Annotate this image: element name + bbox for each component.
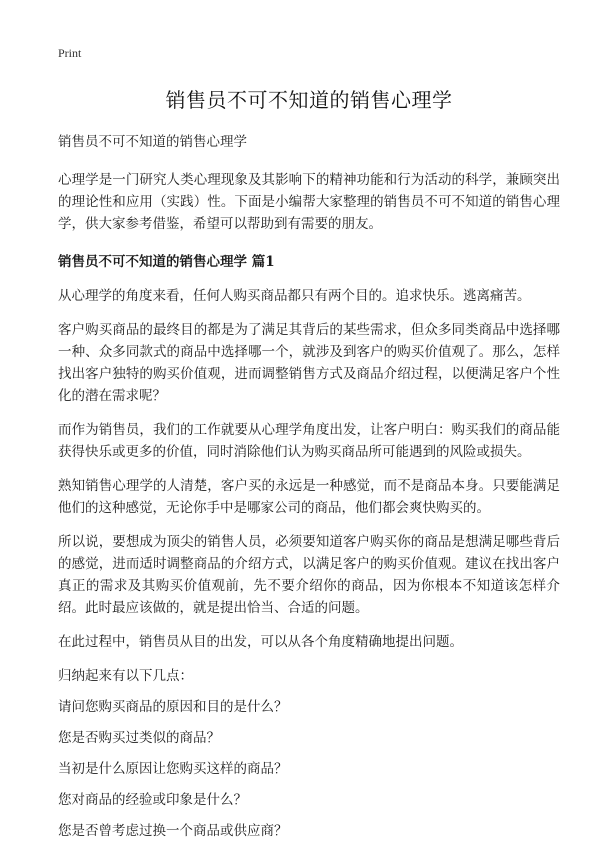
body-paragraph: 客户购买商品的最终目的都是为了满足其背后的某些需求，但众多同类商品中选择哪一种、众多同款式的商品中选择哪一个，就涉及到客户的购买价值观了。那么，怎样找出客户独特的购买价值观，进而调整销售方式及商品介绍过程，以便满足客户个性化的潜在需求呢？ bbox=[58, 322, 560, 404]
body-paragraph: 所以说，要想成为顶尖的销售人员，必须要知道客户购买你的商品是想满足哪些背后的感觉，进而适时调整商品的介绍方式，以满足客户的购买价值观。建议在找出客户真正的需求及其购买价值观前，先不要介绍你的商品，因为你根本不知道该怎样介绍。此时最应该做的，就是提出恰当、合适的问题。 bbox=[58, 534, 560, 616]
question-item: 您对商品的经验或印象是什么？ bbox=[58, 792, 247, 808]
question-item: 您是否购买过类似的商品？ bbox=[58, 730, 220, 746]
print-label: Print bbox=[58, 46, 82, 60]
document-subtitle: 销售员不可不知道的销售心理学 bbox=[58, 134, 247, 150]
body-paragraph: 而作为销售员，我们的工作就要从心理学角度出发，让客户明白：购买我们的商品能获得快乐或更多的价值，同时消除他们认为购买商品所可能遇到的风险或损失。 bbox=[58, 422, 560, 460]
body-paragraph: 归纳起来有以下几点： bbox=[58, 668, 193, 684]
question-list bbox=[58, 696, 560, 842]
question-item: 请问您购买商品的原因和目的是什么？ bbox=[58, 699, 288, 715]
question-item: 当初是什么原因让您购买这样的商品？ bbox=[58, 761, 288, 777]
intro-paragraph: 心理学是一门研究人类心理现象及其影响下的精神功能和行为活动的科学，兼顾突出的理论性和应用（实践）性。下面是小编帮大家整理的销售员不可不知道的销售心理学，供大家参考借鉴，希望可以帮助到有需要的朋友。 bbox=[58, 172, 560, 232]
body-paragraph: 在此过程中，销售员从目的出发，可以从各个角度精确地提出问题。 bbox=[58, 634, 463, 650]
document-title: 销售员不可不知道的销售心理学 bbox=[165, 88, 453, 112]
question-item: 您是否曾考虑过换一个商品或供应商？ bbox=[58, 823, 288, 839]
body-paragraph: 从心理学的角度来看，任何人购买商品都只有两个目的。追求快乐。逃离痛苦。 bbox=[58, 288, 531, 304]
section-heading: 销售员不可不知道的销售心理学 篇1 bbox=[58, 254, 275, 270]
body-paragraph: 熟知销售心理学的人清楚，客户买的永远是一种感觉，而不是商品本身。只要能满足他们的这种感觉，无论你手中是哪家公司的商品，他们都会爽快购买的。 bbox=[58, 478, 560, 516]
